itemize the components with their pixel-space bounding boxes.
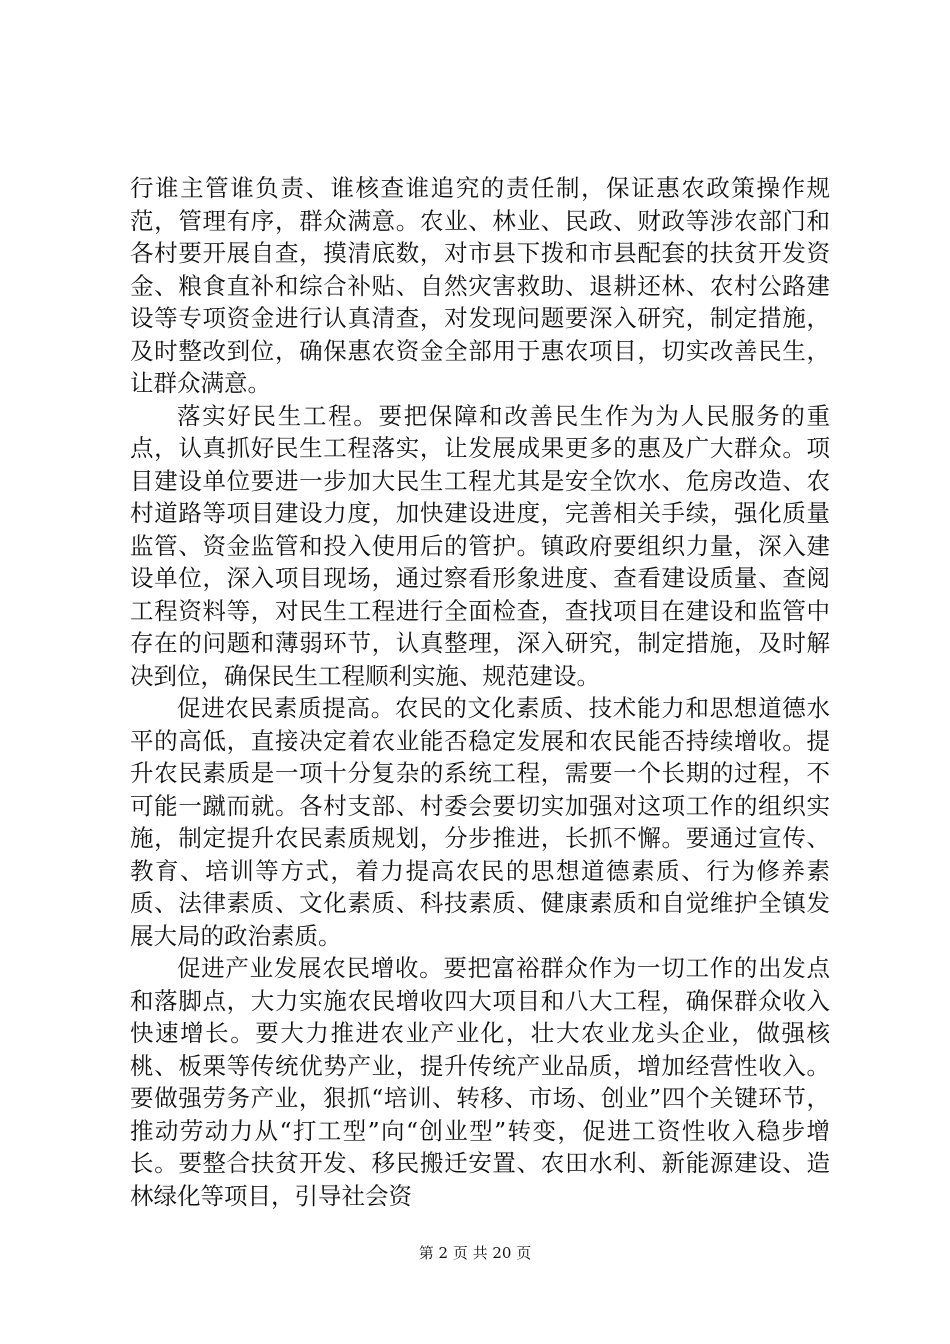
paragraph-4: 促进产业发展农民增收。要把富裕群众作为一切工作的出发点和落脚点，大力实施农民增收四大项目和八大工程，确保群众收入快速增长。要大力推进农业产业化，壮大农业龙头企业，做强核桃、板栗等传统优势产业，提升传统产业品质，增加经营性收入。要做强劳务产业，狠抓“培训、转移、市场、创业”四个关键环节，推动劳动力从“打工型”向“创业型”转变，促进工资性收入稳步增长。要整合扶贫开发、移民搬迁安置、农田水利、新能源建设、造林绿化等项目，引导社会资 bbox=[130, 954, 830, 1210]
page-number-footer: 第 2 页 共 20 页 bbox=[418, 1244, 532, 1262]
paragraph-3: 促进农民素质提高。农民的文化素质、技术能力和思想道德水平的高低，直接决定着农业能否稳定发展和农民能否持续增收。提升农民素质是一项十分复杂的系统工程，需要一个长期的过程，不可能一蹴而就。各村支部、村委会要切实加强对这项工作的组织实施，制定提升农民素质规划，分步推进，长抓不懈。要通过宣传、教育、培训等方式，着力提高农民的思想道德素质、行为修养素质、法律素质、文化素质、科技素质、健康素质和自觉维护全镇发展大局的政治素质。 bbox=[130, 694, 830, 950]
document-body bbox=[130, 172, 830, 1212]
paragraph-1: 行谁主管谁负责、谁核查谁追究的责任制，保证惠农政策操作规范，管理有序，群众满意。农业、林业、民政、财政等涉农部门和各村要开展自查，摸清底数，对市县下拨和市县配套的扶贫开发资金、粮食直补和综合补贴、自然灾害救助、退耕还林、农村公路建设等专项资金进行认真清查，对发现问题要深入研究，制定措施，及时整改到位，确保惠农资金全部用于惠农项目，切实改善民生，让群众满意。 bbox=[130, 174, 830, 397]
paragraph-2: 落实好民生工程。要把保障和改善民生作为为人民服务的重点，认真抓好民生工程落实，让发展成果更多的惠及广大群众。项目建设单位要进一步加大民生工程尤其是安全饮水、危房改造、农村道路等项目建设力度，加快建设进度，完善相关手续，强化质量监管、资金监管和投入使用后的管护。镇政府要组织力量，深入建设单位，深入项目现场，通过察看形象进度、查看建设质量、查阅工程资料等，对民生工程进行全面检查，查找项目在建设和监管中存在的问题和薄弱环节，认真整理，深入研究，制定措施，及时解决到位，确保民生工程顺利实施、规范建设。 bbox=[130, 401, 830, 690]
